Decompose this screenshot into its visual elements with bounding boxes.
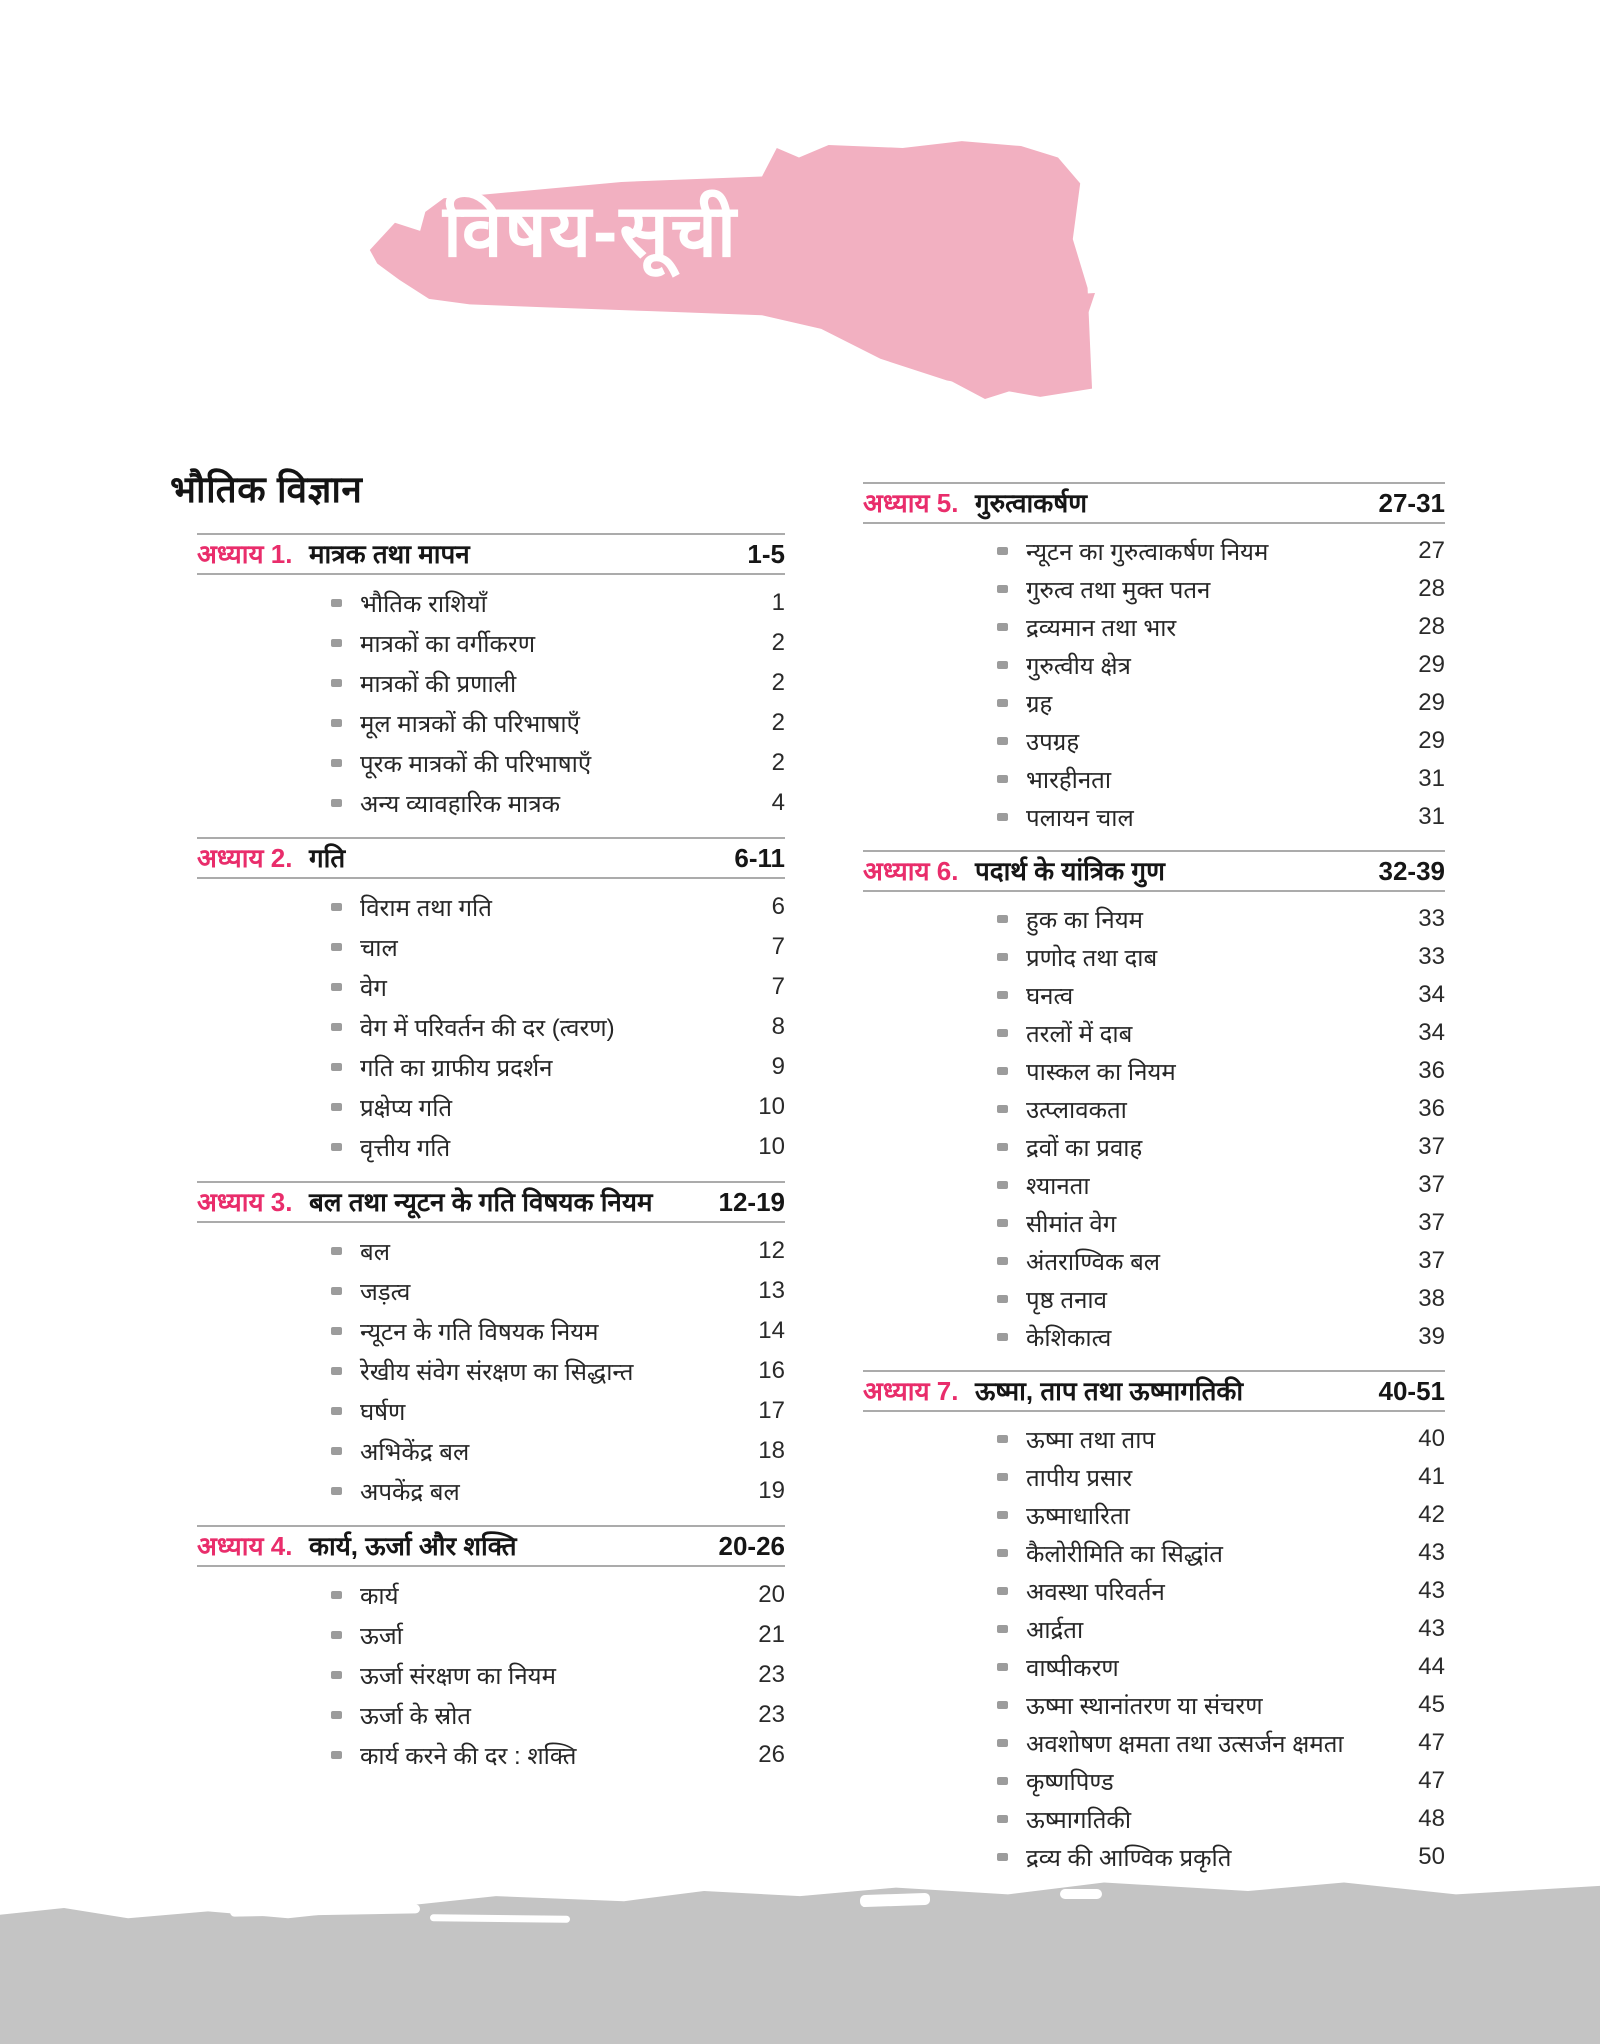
toc-item-title: प्रक्षेप्य गति <box>360 1094 453 1122</box>
toc-item-title: मूल मात्रकों की परिभाषाएँ <box>360 710 580 738</box>
toc-item <box>997 1648 1445 1686</box>
toc-item-page: 36 <box>1418 1095 1445 1122</box>
bullet-icon <box>997 1105 1008 1113</box>
chapter-section <box>197 533 785 823</box>
toc-item-title: ऊर्जा संरक्षण का नियम <box>360 1662 556 1690</box>
toc-item-page: 13 <box>758 1277 785 1304</box>
toc-item <box>331 1431 785 1471</box>
toc-item-title: वाष्पीकरण <box>1026 1654 1119 1682</box>
toc-item-page: 31 <box>1418 803 1445 830</box>
toc-item-page: 2 <box>771 669 785 696</box>
toc-item-page: 33 <box>1418 905 1445 932</box>
toc-item-title: द्रव्यमान तथा भार <box>1026 614 1177 642</box>
bullet-icon <box>997 1815 1008 1823</box>
chapter-header <box>197 1181 785 1223</box>
chapter-item-list <box>863 900 1445 1356</box>
toc-item-page: 28 <box>1418 613 1445 640</box>
toc-item-title: प्रणोद तथा दाब <box>1026 944 1158 972</box>
toc-item <box>997 1128 1445 1166</box>
toc-item-title: श्यानता <box>1026 1172 1090 1200</box>
toc-item-title: वेग में परिवर्तन की दर (त्वरण) <box>360 1014 615 1042</box>
toc-item <box>997 1724 1445 1762</box>
toc-item-page: 48 <box>1418 1805 1445 1832</box>
toc-column-left <box>197 533 785 1775</box>
toc-item-title: ऊष्मा स्थानांतरण या संचरण <box>1026 1692 1263 1720</box>
toc-item <box>331 927 785 967</box>
toc-item <box>997 570 1445 608</box>
toc-item-title: विराम तथा गति <box>360 894 492 922</box>
toc-item <box>331 1007 785 1047</box>
toc-item-page: 29 <box>1418 689 1445 716</box>
bullet-icon <box>997 953 1008 961</box>
bullet-icon <box>997 1549 1008 1557</box>
toc-item-title: अभिकेंद्र बल <box>360 1438 470 1466</box>
bullet-icon <box>331 1287 342 1295</box>
toc-item <box>331 1575 785 1615</box>
toc-item <box>331 1735 785 1775</box>
toc-item-page: 33 <box>1418 943 1445 970</box>
toc-item-page: 1 <box>771 589 785 616</box>
toc-item-title: ऊर्जा <box>360 1622 403 1650</box>
chapter-label: अध्याय 6. <box>863 856 959 886</box>
toc-item <box>997 646 1445 684</box>
toc-item-page: 20 <box>758 1581 785 1608</box>
footer-streak <box>1060 1889 1102 1899</box>
toc-item-page: 45 <box>1418 1691 1445 1718</box>
bullet-icon <box>997 1625 1008 1633</box>
toc-item-page: 26 <box>758 1741 785 1768</box>
toc-item-page: 23 <box>758 1701 785 1728</box>
toc-item-page: 23 <box>758 1661 785 1688</box>
toc-item-title: पास्कल का नियम <box>1026 1058 1176 1086</box>
toc-item <box>997 532 1445 570</box>
toc-item-page: 43 <box>1418 1539 1445 1566</box>
toc-item-page: 41 <box>1418 1463 1445 1490</box>
toc-item-page: 36 <box>1418 1057 1445 1084</box>
toc-item <box>331 743 785 783</box>
toc-item-title: अपकेंद्र बल <box>360 1478 460 1506</box>
toc-item <box>997 976 1445 1014</box>
toc-item-title: चाल <box>360 934 398 962</box>
toc-item <box>331 1695 785 1735</box>
toc-item-title: भौतिक राशियाँ <box>360 590 487 618</box>
toc-item-title: उपग्रह <box>1026 728 1080 756</box>
chapter-header <box>863 1370 1445 1412</box>
bullet-icon <box>331 759 342 767</box>
toc-item-page: 27 <box>1418 537 1445 564</box>
chapter-title: गुरुत्वाकर्षण <box>975 488 1088 518</box>
toc-item-title: कृष्णपिण्ड <box>1026 1768 1114 1796</box>
bullet-icon <box>331 1247 342 1255</box>
toc-item-page: 43 <box>1418 1615 1445 1642</box>
bullet-icon <box>997 991 1008 999</box>
toc-item-page: 8 <box>771 1013 785 1040</box>
toc-item <box>997 1610 1445 1648</box>
toc-item <box>997 608 1445 646</box>
toc-item-page: 2 <box>771 749 785 776</box>
chapter-label: अध्याय 4. <box>197 1531 293 1561</box>
toc-item-title: अंतराण्विक बल <box>1026 1248 1161 1276</box>
bullet-icon <box>331 1367 342 1375</box>
chapter-header <box>197 837 785 879</box>
chapter-header <box>863 850 1445 892</box>
toc-item <box>997 760 1445 798</box>
toc-item <box>331 1351 785 1391</box>
toc-item-title: वृत्तीय गति <box>360 1134 451 1162</box>
bullet-icon <box>331 1631 342 1639</box>
bullet-icon <box>331 599 342 607</box>
toc-item <box>331 967 785 1007</box>
title-banner <box>355 133 1095 405</box>
toc-item-title: गुरुत्व तथा मुक्त पतन <box>1026 576 1211 604</box>
chapter-section <box>197 1525 785 1775</box>
toc-item-title: ऊष्माधारिता <box>1026 1502 1130 1530</box>
toc-item <box>997 722 1445 760</box>
toc-item-title: रेखीय संवेग संरक्षण का सिद्धान्त <box>360 1358 634 1386</box>
bullet-icon <box>997 1853 1008 1861</box>
bullet-icon <box>331 1327 342 1335</box>
bullet-icon <box>331 1447 342 1455</box>
chapter-section <box>197 837 785 1167</box>
toc-item-page: 2 <box>771 629 785 656</box>
chapter-page-range: 12-19 <box>718 1187 785 1217</box>
toc-item <box>997 938 1445 976</box>
toc-item-title: अवस्था परिवर्तन <box>1026 1578 1165 1606</box>
bullet-icon <box>331 639 342 647</box>
toc-item <box>997 1166 1445 1204</box>
chapter-page-range: 6-11 <box>734 843 785 873</box>
bullet-icon <box>997 1257 1008 1265</box>
toc-item <box>331 887 785 927</box>
bullet-icon <box>997 915 1008 923</box>
bullet-icon <box>997 585 1008 593</box>
toc-item-title: वेग <box>360 974 387 1002</box>
toc-item-title: कैलोरीमिति का सिद्धांत <box>1026 1540 1223 1568</box>
chapter-header <box>197 1525 785 1567</box>
chapter-page-range: 40-51 <box>1378 1376 1445 1406</box>
toc-item-title: पूरक मात्रकों की परिभाषाएँ <box>360 750 592 778</box>
bullet-icon <box>997 1295 1008 1303</box>
chapter-page-range: 32-39 <box>1378 856 1445 886</box>
toc-item-title: अन्य व्यावहारिक मात्रक <box>360 790 561 818</box>
toc-item-title: आर्द्रता <box>1026 1616 1084 1644</box>
bullet-icon <box>997 1435 1008 1443</box>
toc-item <box>997 1838 1445 1876</box>
toc-item-page: 34 <box>1418 981 1445 1008</box>
chapter-header <box>863 482 1445 524</box>
bullet-icon <box>997 661 1008 669</box>
toc-item-page: 29 <box>1418 651 1445 678</box>
subject-heading: भौतिक विज्ञान <box>170 469 363 510</box>
toc-item-page: 44 <box>1418 1653 1445 1680</box>
toc-item-page: 14 <box>758 1317 785 1344</box>
chapter-item-list <box>863 1420 1445 1876</box>
chapter-page-range: 20-26 <box>718 1531 785 1561</box>
bullet-icon <box>331 1487 342 1495</box>
toc-item-page: 16 <box>758 1357 785 1384</box>
bullet-icon <box>331 1063 342 1071</box>
toc-item-title: ऊष्मागतिकी <box>1026 1806 1132 1834</box>
bullet-icon <box>331 1407 342 1415</box>
toc-item <box>997 1242 1445 1280</box>
bullet-icon <box>331 719 342 727</box>
toc-item-page: 37 <box>1418 1171 1445 1198</box>
toc-item-title: घनत्व <box>1026 982 1074 1010</box>
toc-item-title: बल <box>360 1238 390 1266</box>
toc-item-page: 10 <box>758 1133 785 1160</box>
bullet-icon <box>997 1663 1008 1671</box>
toc-item-title: सीमांत वेग <box>1026 1210 1117 1238</box>
chapter-label: अध्याय 7. <box>863 1376 959 1406</box>
toc-item-page: 21 <box>758 1621 785 1648</box>
bullet-icon <box>331 983 342 991</box>
bullet-icon <box>331 1751 342 1759</box>
bullet-icon <box>331 903 342 911</box>
chapter-header <box>197 533 785 575</box>
toc-item-title: ऊर्जा के स्रोत <box>360 1702 471 1730</box>
toc-item-title: द्रव्य की आण्विक प्रकृति <box>1026 1844 1232 1872</box>
toc-item <box>331 1615 785 1655</box>
toc-item <box>997 1204 1445 1242</box>
toc-column-right <box>863 482 1445 1876</box>
bullet-icon <box>997 1333 1008 1341</box>
chapter-item-list <box>197 887 785 1167</box>
toc-item-page: 37 <box>1418 1133 1445 1160</box>
toc-item-title: गति का ग्राफीय प्रदर्शन <box>360 1054 553 1082</box>
bullet-icon <box>997 1181 1008 1189</box>
chapter-title: ऊष्मा, ताप तथा ऊष्मागतिकी <box>975 1376 1244 1406</box>
bullet-icon <box>997 1067 1008 1075</box>
toc-item-page: 42 <box>1418 1501 1445 1528</box>
bullet-icon <box>997 547 1008 555</box>
toc-item <box>997 684 1445 722</box>
chapter-label: अध्याय 2. <box>197 843 293 873</box>
toc-item-page: 40 <box>1418 1425 1445 1452</box>
chapter-title: पदार्थ के यांत्रिक गुण <box>975 856 1165 886</box>
page-title: विषय-सूची <box>443 191 738 272</box>
toc-item-page: 18 <box>758 1437 785 1464</box>
toc-item-title: जड़त्व <box>360 1278 411 1306</box>
toc-item <box>997 1014 1445 1052</box>
footer-brush <box>0 1874 1600 2044</box>
bullet-icon <box>331 943 342 951</box>
toc-item <box>331 1127 785 1167</box>
toc-item-title: तापीय प्रसार <box>1026 1464 1133 1492</box>
toc-item-title: तरलों में दाब <box>1026 1020 1133 1048</box>
bullet-icon <box>997 1511 1008 1519</box>
toc-item <box>997 1534 1445 1572</box>
toc-item <box>331 1471 785 1511</box>
toc-item-title: अवशोषण क्षमता तथा उत्सर्जन क्षमता <box>1026 1730 1344 1758</box>
bullet-icon <box>331 1143 342 1151</box>
toc-item <box>331 1271 785 1311</box>
chapter-section <box>197 1181 785 1511</box>
bullet-icon <box>997 1143 1008 1151</box>
chapter-item-list <box>863 532 1445 836</box>
bullet-icon <box>997 1219 1008 1227</box>
toc-item-title: हुक का नियम <box>1026 906 1143 934</box>
toc-item-title: न्यूटन का गुरुत्वाकर्षण नियम <box>1026 538 1269 566</box>
toc-item-title: कार्य <box>360 1582 399 1610</box>
bullet-icon <box>997 737 1008 745</box>
toc-item <box>997 1090 1445 1128</box>
toc-item-title: घर्षण <box>360 1398 406 1426</box>
chapter-section <box>863 482 1445 836</box>
chapter-item-list <box>197 1575 785 1775</box>
bullet-icon <box>997 1473 1008 1481</box>
toc-item <box>331 1311 785 1351</box>
toc-item <box>331 663 785 703</box>
chapter-item-list <box>197 1231 785 1511</box>
bullet-icon <box>997 699 1008 707</box>
toc-item <box>997 1280 1445 1318</box>
bullet-icon <box>331 1023 342 1031</box>
toc-item-page: 47 <box>1418 1729 1445 1756</box>
toc-item <box>331 623 785 663</box>
toc-item <box>997 1052 1445 1090</box>
toc-item-title: पृष्ठ तनाव <box>1026 1286 1107 1314</box>
toc-item-title: भारहीनता <box>1026 766 1112 794</box>
toc-item-page: 31 <box>1418 765 1445 792</box>
bullet-icon <box>997 775 1008 783</box>
toc-item-page: 29 <box>1418 727 1445 754</box>
toc-item-title: ऊष्मा तथा ताप <box>1026 1426 1156 1454</box>
chapter-title: मात्रक तथा मापन <box>309 539 470 569</box>
toc-item <box>331 1655 785 1695</box>
bullet-icon <box>997 1739 1008 1747</box>
chapter-page-range: 1-5 <box>747 539 785 569</box>
bullet-icon <box>997 1777 1008 1785</box>
toc-item-page: 19 <box>758 1477 785 1504</box>
toc-item-page: 37 <box>1418 1209 1445 1236</box>
toc-item-title: ग्रह <box>1026 690 1053 718</box>
toc-item <box>997 1458 1445 1496</box>
toc-item <box>331 583 785 623</box>
toc-item-title: मात्रकों का वर्गीकरण <box>360 630 536 658</box>
chapter-title: कार्य, ऊर्जा और शक्ति <box>309 1531 517 1561</box>
toc-item-page: 2 <box>771 709 785 736</box>
toc-item-title: उत्प्लावकता <box>1026 1096 1127 1124</box>
toc-item <box>997 1800 1445 1838</box>
toc-item <box>997 1420 1445 1458</box>
bullet-icon <box>331 1671 342 1679</box>
bullet-icon <box>331 1103 342 1111</box>
toc-item-page: 17 <box>758 1397 785 1424</box>
toc-item-title: केशिकात्व <box>1026 1324 1112 1352</box>
chapter-title: बल तथा न्यूटन के गति विषयक नियम <box>309 1187 653 1217</box>
toc-item-page: 47 <box>1418 1767 1445 1794</box>
toc-item <box>331 1391 785 1431</box>
bullet-icon <box>997 623 1008 631</box>
toc-item-page: 28 <box>1418 575 1445 602</box>
chapter-section <box>863 850 1445 1356</box>
toc-item-page: 12 <box>758 1237 785 1264</box>
bullet-icon <box>997 813 1008 821</box>
footer-streak <box>430 1914 570 1922</box>
toc-item <box>997 1762 1445 1800</box>
bullet-icon <box>997 1029 1008 1037</box>
toc-item-title: न्यूटन के गति विषयक नियम <box>360 1318 599 1346</box>
bullet-icon <box>331 799 342 807</box>
toc-item-page: 7 <box>771 973 785 1000</box>
bullet-icon <box>331 679 342 687</box>
toc-item-title: पलायन चाल <box>1026 804 1134 832</box>
toc-item-page: 7 <box>771 933 785 960</box>
footer-streak <box>860 1893 930 1907</box>
bullet-icon <box>331 1591 342 1599</box>
toc-item-page: 6 <box>771 893 785 920</box>
bullet-icon <box>997 1587 1008 1595</box>
bullet-icon <box>331 1711 342 1719</box>
toc-item <box>331 1047 785 1087</box>
toc-item <box>997 1686 1445 1724</box>
toc-item-page: 10 <box>758 1093 785 1120</box>
toc-item <box>997 1318 1445 1356</box>
chapter-title: गति <box>309 843 346 873</box>
toc-item-title: द्रवों का प्रवाह <box>1026 1134 1143 1162</box>
toc-item <box>331 1087 785 1127</box>
chapter-label: अध्याय 3. <box>197 1187 293 1217</box>
toc-item <box>331 703 785 743</box>
toc-item-page: 37 <box>1418 1247 1445 1274</box>
toc-item-title: मात्रकों की प्रणाली <box>360 670 517 698</box>
toc-item-page: 4 <box>771 789 785 816</box>
bullet-icon <box>997 1701 1008 1709</box>
toc-item <box>997 798 1445 836</box>
toc-item <box>331 1231 785 1271</box>
toc-item-page: 34 <box>1418 1019 1445 1046</box>
chapter-label: अध्याय 1. <box>197 539 293 569</box>
toc-item-title: गुरुत्वीय क्षेत्र <box>1026 652 1131 680</box>
toc-item-page: 38 <box>1418 1285 1445 1312</box>
chapter-label: अध्याय 5. <box>863 488 959 518</box>
toc-item-page: 9 <box>771 1053 785 1080</box>
toc-item-page: 50 <box>1418 1843 1445 1870</box>
toc-item-page: 39 <box>1418 1323 1445 1350</box>
toc-item <box>997 900 1445 938</box>
chapter-page-range: 27-31 <box>1378 488 1445 518</box>
toc-item <box>997 1496 1445 1534</box>
chapter-section <box>863 1370 1445 1876</box>
toc-item-page: 43 <box>1418 1577 1445 1604</box>
toc-item <box>331 783 785 823</box>
toc-item-title: कार्य करने की दर : शक्ति <box>360 1742 577 1770</box>
toc-item <box>997 1572 1445 1610</box>
chapter-item-list <box>197 583 785 823</box>
